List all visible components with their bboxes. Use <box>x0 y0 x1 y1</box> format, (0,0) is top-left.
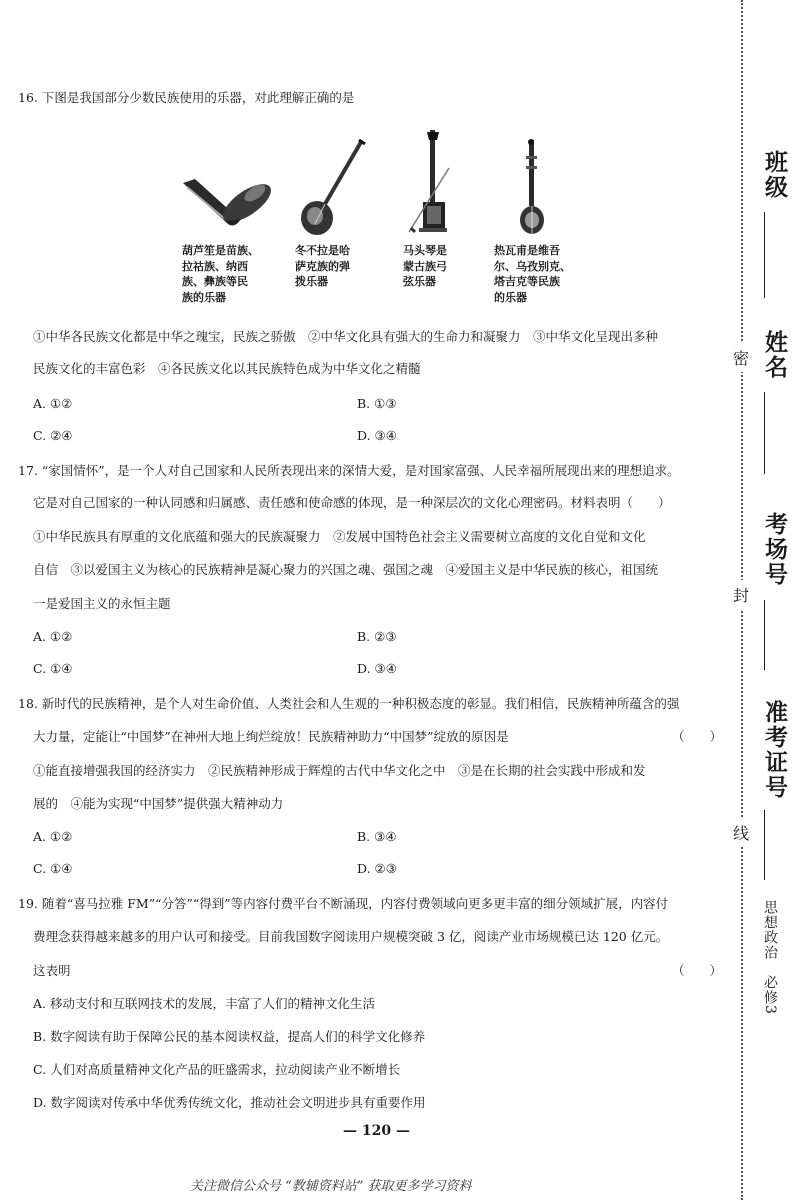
statement-line: 民族文化的丰富色彩 ④各民族文化以其民族特色成为中华文化之精髓 <box>33 361 421 376</box>
question-16-title: 16. 下图是我国部分少数民族使用的乐器，对此理解正确的是 <box>18 90 355 105</box>
name-field[interactable]: 姓名 <box>758 330 786 475</box>
option-d[interactable]: D. 数字阅读对传承中华优秀传统文化，推动社会文明进步具有重要作用 <box>33 1095 426 1110</box>
instrument-caption: 马头琴是 蒙古族弓 弦乐器 <box>403 244 447 288</box>
footer-note: 关注微信公众号 “教辅资料站” 获取更多学习资料 <box>190 1179 472 1194</box>
statement-line: 一是爱国主义的永恒主题 <box>33 596 171 611</box>
instrument-caption: 葫芦笙是苗族、 拉祜族、纳西 族、彝族等民 族的乐器 <box>182 244 259 304</box>
exam-room-field[interactable]: 考场号 <box>758 512 786 672</box>
class-field[interactable]: 班级 <box>758 150 786 300</box>
admission-number-field[interactable]: 准考证号 <box>758 700 786 880</box>
question-text-line: 这表明 <box>33 963 71 978</box>
answer-blank[interactable]: （ ） <box>672 963 723 978</box>
question-18-title: 18. 新时代的民族精神，是个人对生命价值、人类社会和人生观的一种积极态度的彰显。我们相信，民族精神所蕴含的强 <box>18 696 680 711</box>
option-c[interactable]: C. ①④ <box>33 661 73 676</box>
option-d[interactable]: D. ③④ <box>357 661 397 676</box>
option-a[interactable]: A. ①② <box>33 829 73 844</box>
seal-word: 封 <box>733 580 749 609</box>
option-d[interactable]: D. ②③ <box>357 861 397 876</box>
instrument-caption: 冬不拉是哈 萨克族的弹 拨乐器 <box>295 244 350 288</box>
option-a[interactable]: A. ①② <box>33 629 73 644</box>
statement-line: 展的 ④能为实现“中国梦”提供强大精神动力 <box>33 796 284 811</box>
statement-line: ①中华各民族文化都是中华之瑰宝，民族之骄傲 ②中华文化具有强大的生命力和凝聚力 ③中华文化呈现出多种 <box>33 329 659 344</box>
subject-label: 思想政治 必修3 <box>762 900 778 1015</box>
question-text-line: 大力量，定能让“中国梦”在神州大地上绚烂绽放！民族精神助力“中国梦”绽放的原因是 <box>33 729 509 744</box>
statement-line: 自信 ③以爱国主义为核心的民族精神是凝心聚力的兴国之魂、强国之魂 ④爱国主义是中华民族的核心，祖国统 <box>33 562 659 577</box>
question-17-title: 17. “家国情怀”，是一个人对自己国家和人民所表现出来的深情大爱，是对国家富强、人民幸福所展现出来的理想追求。 <box>18 463 680 478</box>
option-b[interactable]: B. ②③ <box>357 629 397 644</box>
option-b[interactable]: B. ①③ <box>357 396 397 411</box>
option-a[interactable]: A. ①② <box>33 396 73 411</box>
dombra-icon <box>295 138 375 238</box>
question-text-line: 它是对自己国家的一种认同感和归属感、责任感和使命感的体现，是一种深层次的文化心理密码。材料表明（ ） <box>33 495 671 510</box>
question-text-line: 费理念获得越来越多的用户认可和接受。目前我国数字阅读用户规模突破 3 亿，阅读产业市场规模已达 120 亿元。 <box>33 929 669 944</box>
statement-line: ①中华民族具有厚重的文化底蕴和强大的民族凝聚力 ②发展中国特色社会主义需要树立高度的文化自觉和文化 <box>33 529 646 544</box>
option-d[interactable]: D. ③④ <box>357 428 397 443</box>
option-b[interactable]: B. 数字阅读有助于保障公民的基本阅读权益，提高人们的科学文化修养 <box>33 1029 426 1044</box>
rawap-icon <box>512 138 552 238</box>
morin-khuur-icon <box>405 128 455 238</box>
option-b[interactable]: B. ③④ <box>357 829 397 844</box>
option-c[interactable]: C. ①④ <box>33 861 73 876</box>
option-c[interactable]: C. ②④ <box>33 428 73 443</box>
page-number: — 120 — <box>343 1123 410 1139</box>
hulusheng-icon <box>175 165 275 235</box>
statement-line: ①能直接增强我国的经济实力 ②民族精神形成于辉煌的古代中华文化之中 ③是在长期的社会实践中形成和发 <box>33 763 646 778</box>
option-a[interactable]: A. 移动支付和互联网技术的发展，丰富了人们的精神文化生活 <box>33 996 375 1011</box>
seal-word: 线 <box>733 818 749 847</box>
option-c[interactable]: C. 人们对高质量精神文化产品的旺盛需求，拉动阅读产业不断增长 <box>33 1062 401 1077</box>
question-19-title: 19. 随着“喜马拉雅 FM”“分答”“得到”等内容付费平台不断涌现，内容付费领域向更多更丰富的细分领域扩展，内容付 <box>18 896 669 911</box>
answer-blank[interactable]: （ ） <box>672 729 723 744</box>
seal-word: 密 <box>733 343 749 372</box>
instrument-caption: 热瓦甫是维吾 尔、乌孜别克、 塔吉克等民族 的乐器 <box>494 244 571 304</box>
